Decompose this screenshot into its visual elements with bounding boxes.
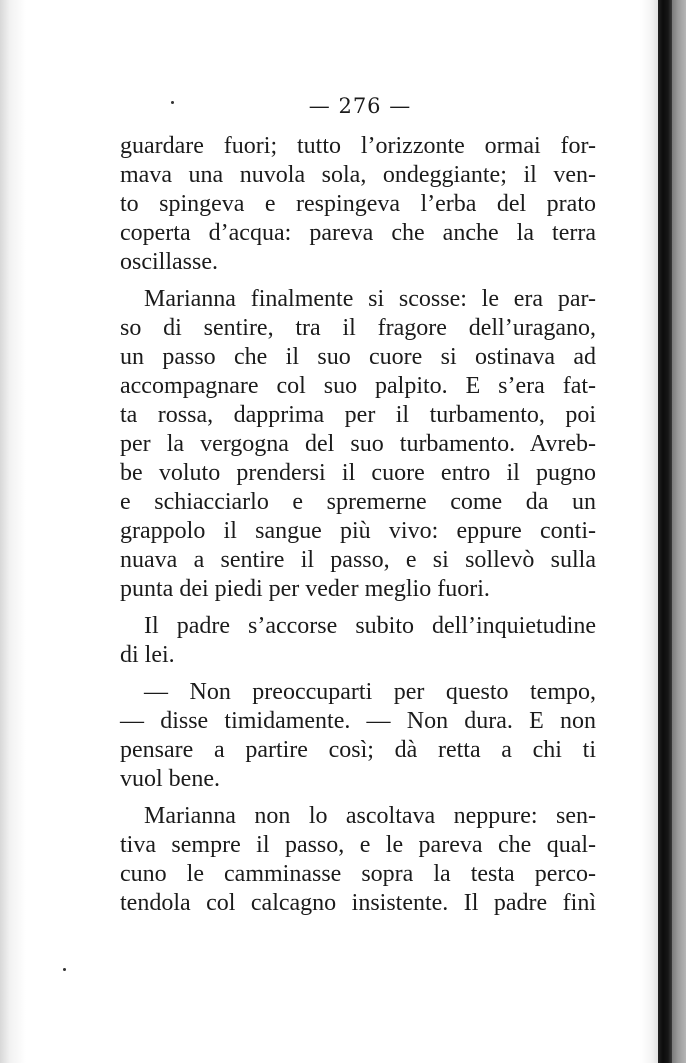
text-line: Il padre s’accorse subito dell’inquietudine xyxy=(144,613,596,639)
text-line: be voluto prendersi il cuore entro il pugno xyxy=(120,460,596,486)
ink-speck xyxy=(63,968,66,971)
text-line: vuol bene. xyxy=(120,766,220,792)
text-line: Marianna non lo ascoltava neppure: sen- xyxy=(144,803,596,829)
text-line: — disse timidamente. — Non dura. E non xyxy=(120,708,596,734)
text-line: oscillasse. xyxy=(120,249,218,275)
text-line: nuava a sentire il passo, e si sollevò sulla xyxy=(120,547,596,573)
text-line: mava una nuvola sola, ondeggiante; il ven- xyxy=(120,162,596,188)
text-line: accompagnare col suo palpito. E s’era fat- xyxy=(120,373,596,399)
text-line: so di sentire, tra il fragore dell’uragano, xyxy=(120,315,596,341)
text-line: un passo che il suo cuore si ostinava ad xyxy=(120,344,596,370)
text-line: coperta d’acqua: pareva che anche la terra xyxy=(120,220,596,246)
text-line: tendola col calcagno insistente. Il padre finì xyxy=(120,890,596,916)
text-line: per la vergogna del suo turbamento. Avreb- xyxy=(120,431,596,457)
text-line: e schiacciarlo e spremerne come da un xyxy=(120,489,596,515)
text-line: to spingeva e respingeva l’erba del prato xyxy=(120,191,596,217)
text-line: ta rossa, dapprima per il turbamento, poi xyxy=(120,402,596,428)
page-number: — 276 — xyxy=(308,94,412,118)
text-line: di lei. xyxy=(120,642,175,668)
text-line: — Non preoccuparti per questo tempo, xyxy=(144,679,596,705)
text-line: tiva sempre il passo, e le pareva che qual- xyxy=(120,832,596,858)
text-line: guardare fuori; tutto l’orizzonte ormai for- xyxy=(120,133,596,159)
text-line: grappolo il sangue più vivo: eppure conti- xyxy=(120,518,596,544)
text-line: punta dei piedi per veder meglio fuori. xyxy=(120,576,490,602)
page-edge xyxy=(672,0,686,1063)
text-line: pensare a partire così; dà retta a chi ti xyxy=(120,737,596,763)
text-line: Marianna finalmente si scosse: le era par- xyxy=(144,286,596,312)
page-binding-shadow xyxy=(658,0,672,1063)
body-text xyxy=(120,132,596,918)
text-line: cuno le camminasse sopra la testa perco- xyxy=(120,861,596,887)
